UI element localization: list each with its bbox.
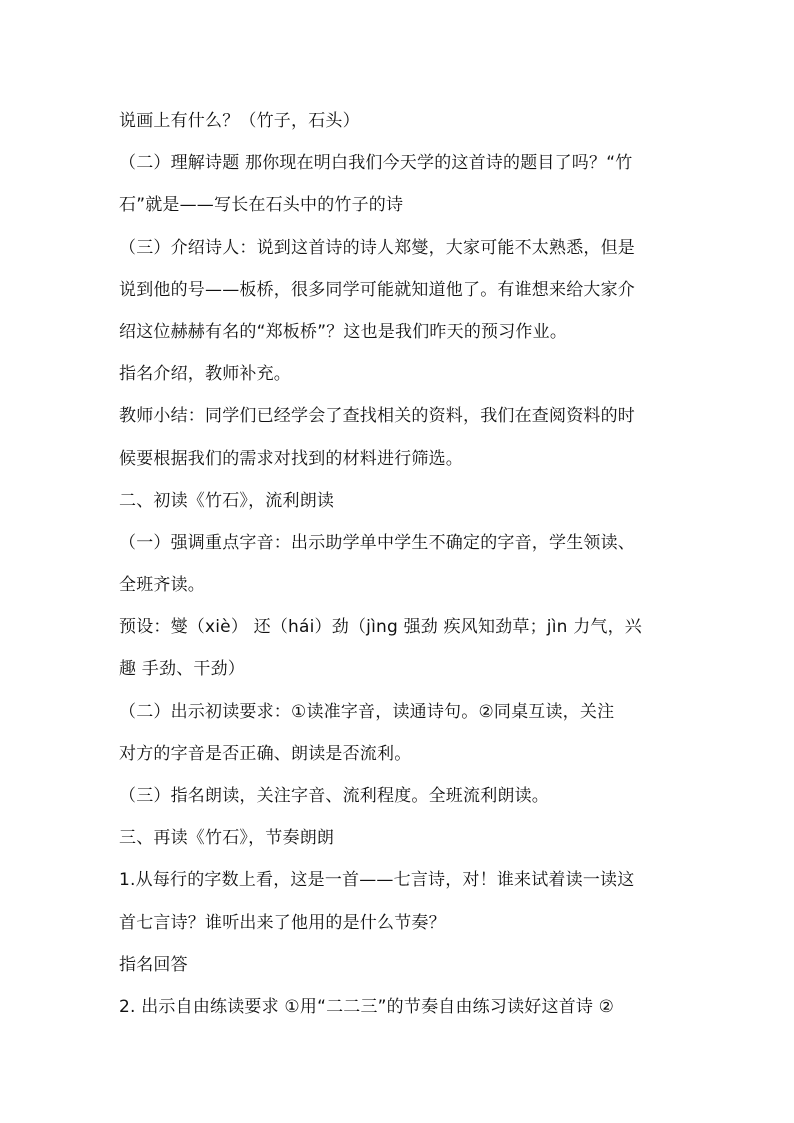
text-line: 2. 出示自由练读要求 ①用“二二三”的节奏自由练习读好这首诗 ② xyxy=(119,996,615,1017)
text-line: 说画上有什么？（竹子，石头） xyxy=(119,111,360,131)
text-line: （二）出示初读要求：①读准字音，读通诗句。②同桌互读，关注 xyxy=(119,701,615,722)
text-line: 候要根据我们的需求对找到的材料进行筛选。 xyxy=(119,448,463,469)
text-line: （一）强调重点字音：出示助学单中学生不确定的字音，学生领读、 xyxy=(119,532,635,553)
text-line: 1.从每行的字数上看，这是一首——七言诗，对！谁来试着读一读这 xyxy=(119,870,635,891)
text-line: （三）介绍诗人：说到这首诗的诗人郑燮，大家可能不太熟悉，但是 xyxy=(119,237,635,258)
section-heading: 二、初读《竹石》，流利朗读 xyxy=(119,490,335,511)
text-line: 教师小结：同学们已经学会了查找相关的资料，我们在查阅资料的时 xyxy=(119,406,635,427)
text-line: 指名回答 xyxy=(119,954,188,975)
text-line: 石”就是——写长在石头中的竹子的诗 xyxy=(119,195,404,216)
text-line: 指名介绍，教师补充。 xyxy=(119,364,291,385)
text-line: 预设：燮（xiè） 还（hái）劲（jìng 强劲 疾风知劲草；jìn 力气，兴 xyxy=(119,617,643,638)
text-line: 趣 手劲、干劲） xyxy=(119,659,246,680)
document-body xyxy=(119,100,679,1028)
text-line: （二）理解诗题 那你现在明白我们今天学的这首诗的题目了吗？“竹 xyxy=(119,153,633,174)
text-line: （三）指名朗读，关注字音、流利程度。全班流利朗读。 xyxy=(119,786,549,806)
text-line: 首七言诗？谁听出来了他用的是什么节奏？ xyxy=(119,912,446,933)
text-line: 说到他的号——板桥，很多同学可能就知道他了。有谁想来给大家介 xyxy=(119,279,635,300)
text-line: 绍这位赫赫有名的“郑板桥”？这也是我们昨天的预习作业。 xyxy=(119,321,568,342)
section-heading: 三、再读《竹石》，节奏朗朗 xyxy=(119,828,335,849)
text-line: 全班齐读。 xyxy=(119,575,205,596)
text-line: 对方的字音是否正确、朗读是否流利。 xyxy=(119,743,412,764)
